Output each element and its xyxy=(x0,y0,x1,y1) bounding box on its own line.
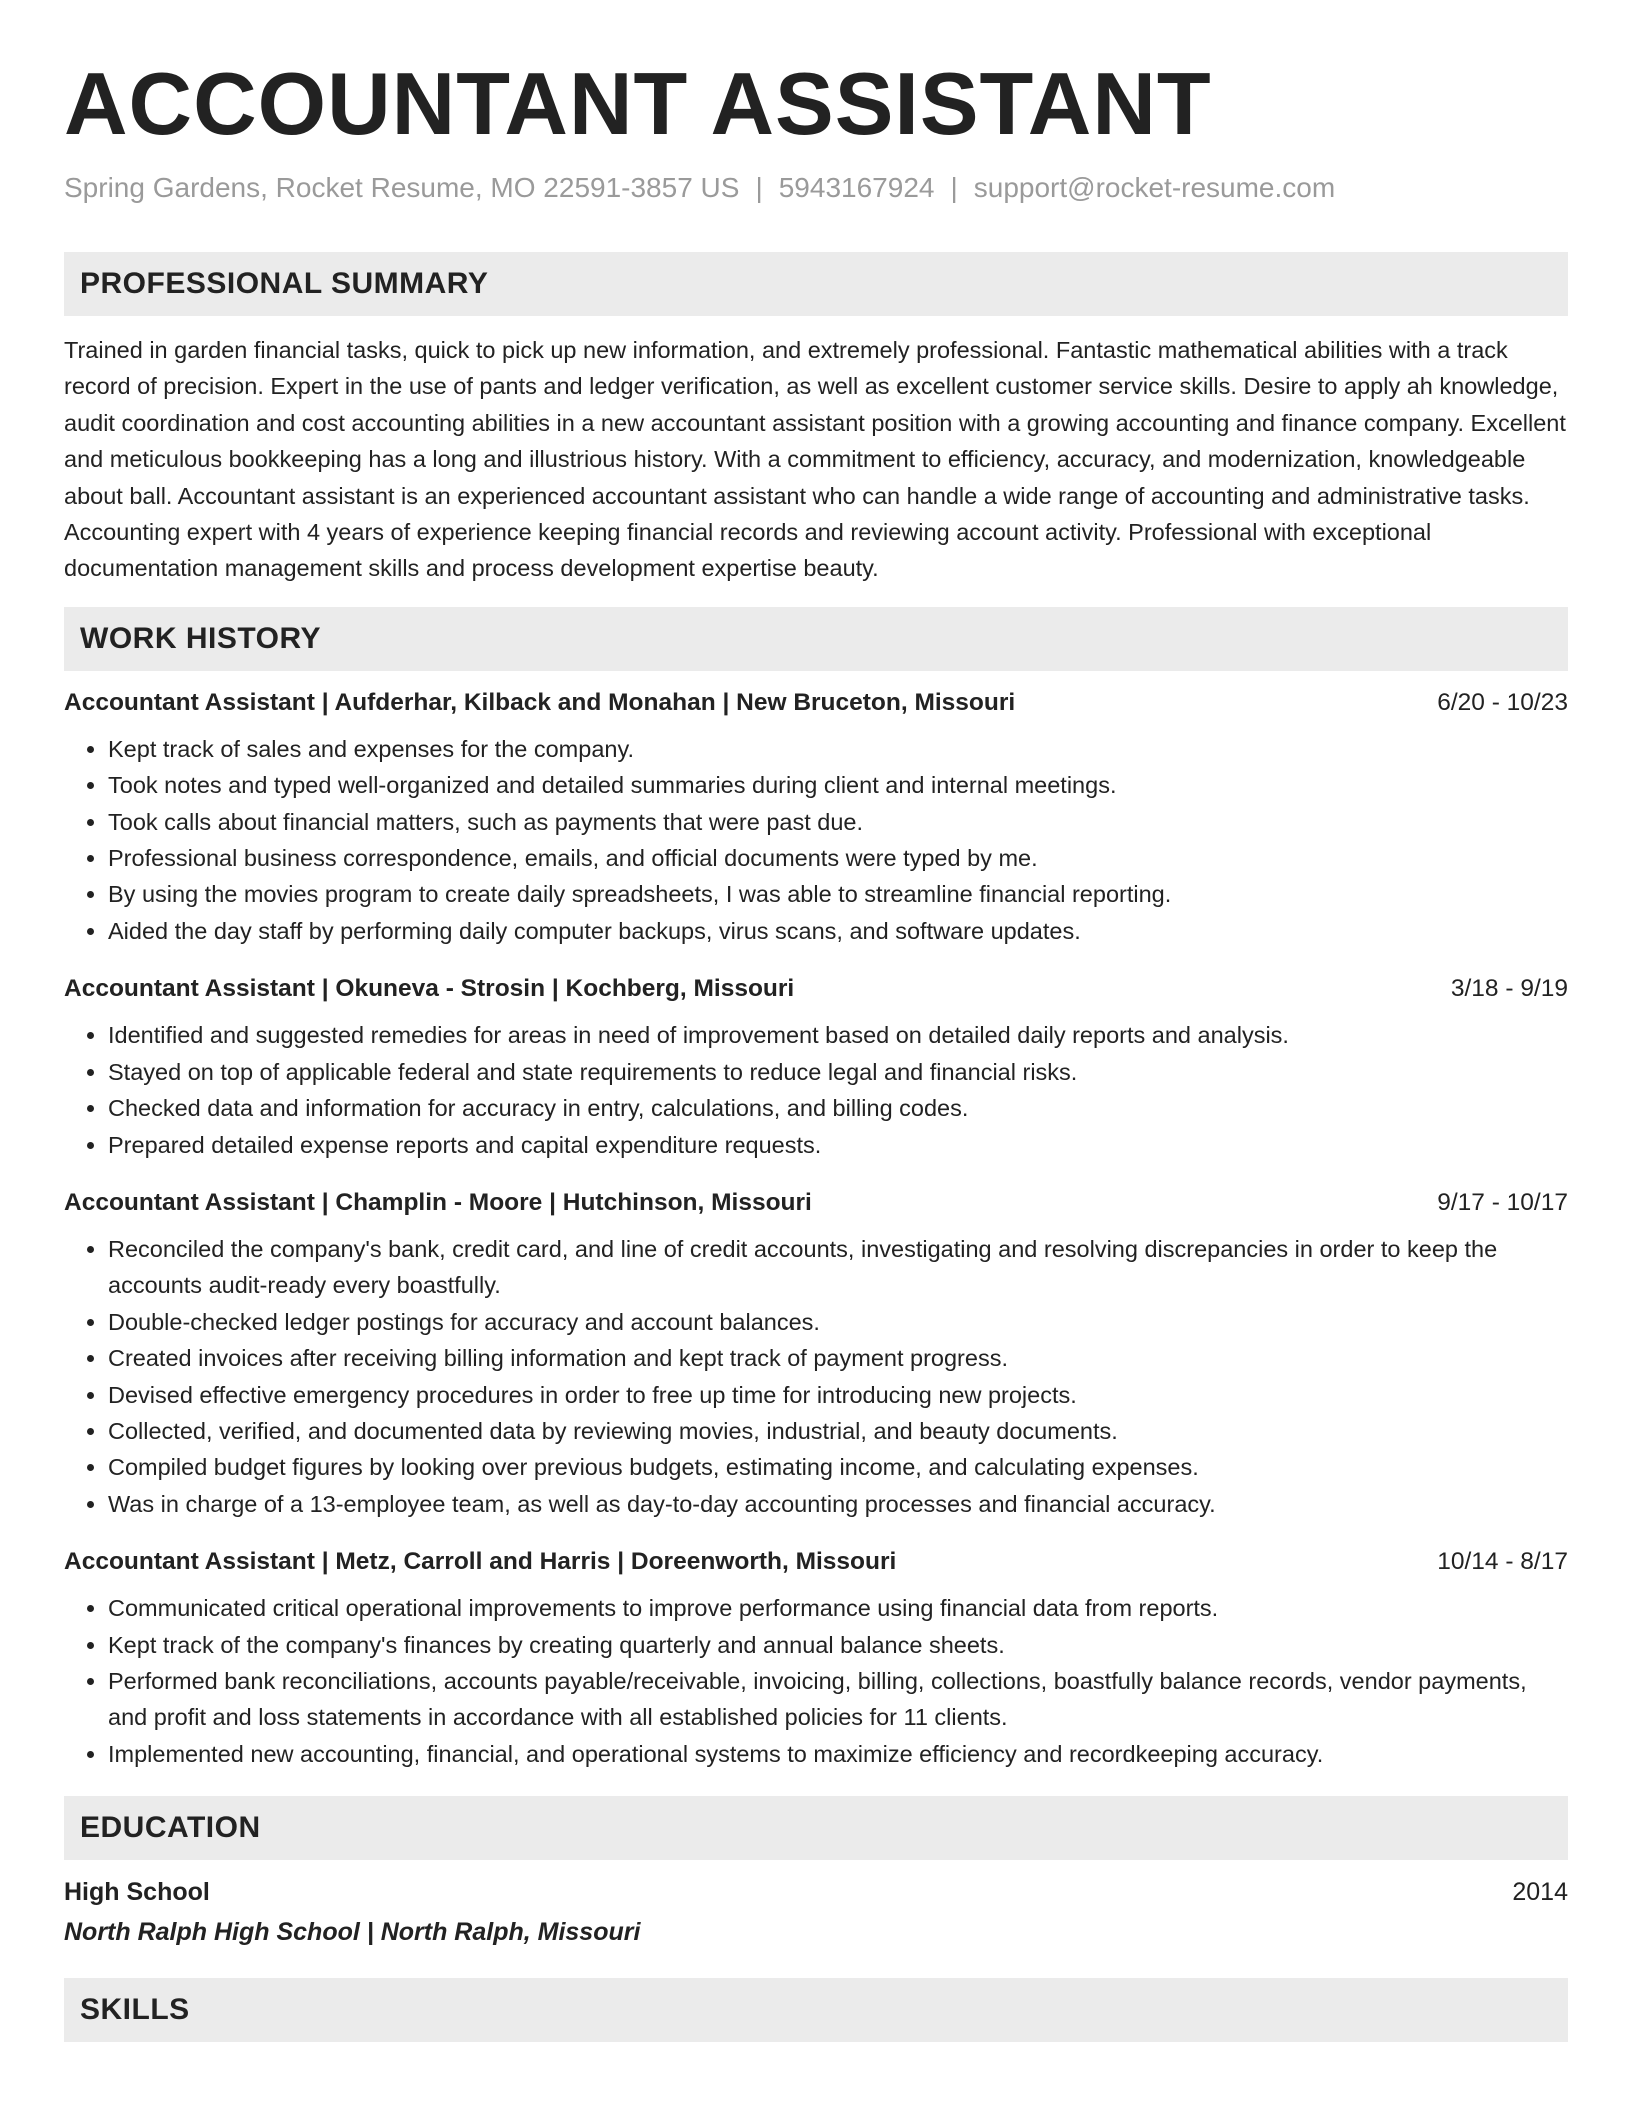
job-heading: Accountant Assistant | Metz, Carroll and Harris | Doreenworth, Missouri xyxy=(64,1548,897,1576)
job-dates: 6/20 - 10/23 xyxy=(1437,688,1568,716)
list-item: • Took calls about financial matters, such as payments that were past due. xyxy=(108,804,1568,840)
list-item: • Took notes and typed well-organized and detailed summaries during client and internal meetings. xyxy=(108,767,1568,803)
section-header-summary xyxy=(64,252,1568,316)
job-dates: 10/14 - 8/17 xyxy=(1437,1548,1568,1576)
education-header xyxy=(64,1874,1568,1910)
job-dates: 3/18 - 9/19 xyxy=(1450,975,1568,1003)
job-bullet-list xyxy=(64,1590,1568,1772)
section-title: PROFESSIONAL SUMMARY xyxy=(80,267,489,300)
list-item: • Prepared detailed expense reports and capital expenditure requests. xyxy=(108,1127,1568,1163)
job-entry xyxy=(64,971,1568,1163)
job-heading: Accountant Assistant | Champlin - Moore | Hutchinson, Missouri xyxy=(64,1188,812,1216)
section-title: EDUCATION xyxy=(80,1811,261,1845)
list-item: • Created invoices after receiving billing information and kept track of payment progress. xyxy=(108,1340,1568,1376)
education-degree: High School xyxy=(64,1878,210,1907)
work-history-list xyxy=(64,685,1568,1772)
section-title: SKILLS xyxy=(80,1993,190,2027)
contact-address: Spring Gardens, Rocket Resume, MO 22591-3857 US xyxy=(64,172,740,203)
list-item: • Identified and suggested remedies for areas in need of improvement based on detailed daily reports and analysis. xyxy=(108,1017,1568,1053)
list-item: • Professional business correspondence, emails, and official documents were typed by me. xyxy=(108,840,1568,876)
contact-separator: | xyxy=(950,172,958,203)
job-bullet-list xyxy=(64,1231,1568,1522)
list-item: • Implemented new accounting, financial, and operational systems to maximize efficiency and recordkeeping accuracy. xyxy=(108,1736,1568,1772)
job-dates: 9/17 - 10/17 xyxy=(1437,1188,1568,1216)
list-item: • Communicated critical operational improvements to improve performance using financial data from reports. xyxy=(108,1590,1568,1626)
education-year: 2014 xyxy=(1512,1878,1568,1907)
candidate-name: ACCOUNTANT ASSISTANT xyxy=(64,54,1212,153)
contact-email: support@rocket-resume.com xyxy=(973,172,1336,203)
section-header-skills xyxy=(64,1978,1568,2042)
list-item: • Devised effective emergency procedures in order to free up time for introducing new projects. xyxy=(108,1377,1568,1413)
job-header xyxy=(64,685,1568,721)
section-header-education xyxy=(64,1796,1568,1860)
section-header-work-history xyxy=(64,607,1568,671)
list-item: • Checked data and information for accuracy in entry, calculations, and billing codes. xyxy=(108,1090,1568,1126)
section-title: WORK HISTORY xyxy=(80,621,322,655)
list-item: • Reconciled the company's bank, credit card, and line of credit accounts, investigating and resolving discrepancies in order to keep the accounts audit-ready every boastfully. xyxy=(108,1231,1568,1304)
list-item: • Stayed on top of applicable federal and state requirements to reduce legal and financial risks. xyxy=(108,1054,1568,1090)
job-heading: Accountant Assistant | Okuneva - Strosin | Kochberg, Missouri xyxy=(64,975,795,1003)
list-item: • Double-checked ledger postings for accuracy and account balances. xyxy=(108,1304,1568,1340)
list-item: • Kept track of the company's finances by creating quarterly and annual balance sheets. xyxy=(108,1627,1568,1663)
list-item: • Was in charge of a 13-employee team, as well as day-to-day accounting processes and financial accuracy. xyxy=(108,1486,1568,1522)
list-item: • Compiled budget figures by looking over previous budgets, estimating income, and calculating expenses. xyxy=(108,1449,1568,1485)
professional-summary-text: Trained in garden financial tasks, quick to pick up new information, and extremely professional. Fantastic mathematical abilities with a track record of precision. Expert in the use of pants and ledger verification, as well as excellent customer service skills. Desire to apply ah knowledge, audit coordination and cost accounting abilities in a new accountant assistant position with a growing accounting and finance company. Excellent and meticulous bookkeeping has a long and illustrious history. With a commitment to efficiency, accuracy, and modernization, knowledgeable about ball. Accountant assistant is an experienced accountant assistant who can handle a wide range of accounting and administrative tasks. Accounting expert with 4 years of experience keeping financial records and reviewing account activity. Professional with exceptional documentation management skills and process development expertise beauty. xyxy=(64,337,1566,582)
job-entry xyxy=(64,1185,1568,1522)
job-bullet-list xyxy=(64,731,1568,949)
list-item: • By using the movies program to create daily spreadsheets, I was able to streamline financial reporting. xyxy=(108,876,1568,912)
job-header xyxy=(64,971,1568,1007)
list-item: • Performed bank reconciliations, accounts payable/receivable, invoicing, billing, collections, boastfully balance records, vendor payments, and profit and loss statements in accordance with all established policies for 11 clients. xyxy=(108,1663,1568,1736)
contact-line xyxy=(64,170,1568,206)
job-entry xyxy=(64,685,1568,949)
education-school: North Ralph High School | North Ralph, Missouri xyxy=(64,1918,641,1947)
contact-separator: | xyxy=(755,172,763,203)
contact-phone: 5943167924 xyxy=(778,172,935,203)
job-header xyxy=(64,1185,1568,1221)
list-item: • Collected, verified, and documented data by reviewing movies, industrial, and beauty documents. xyxy=(108,1413,1568,1449)
list-item: • Kept track of sales and expenses for the company. xyxy=(108,731,1568,767)
job-bullet-list xyxy=(64,1017,1568,1163)
job-header xyxy=(64,1544,1568,1580)
job-entry xyxy=(64,1544,1568,1772)
list-item: • Aided the day staff by performing daily computer backups, virus scans, and software updates. xyxy=(108,913,1568,949)
job-heading: Accountant Assistant | Aufderhar, Kilback and Monahan | New Bruceton, Missouri xyxy=(64,688,1016,716)
